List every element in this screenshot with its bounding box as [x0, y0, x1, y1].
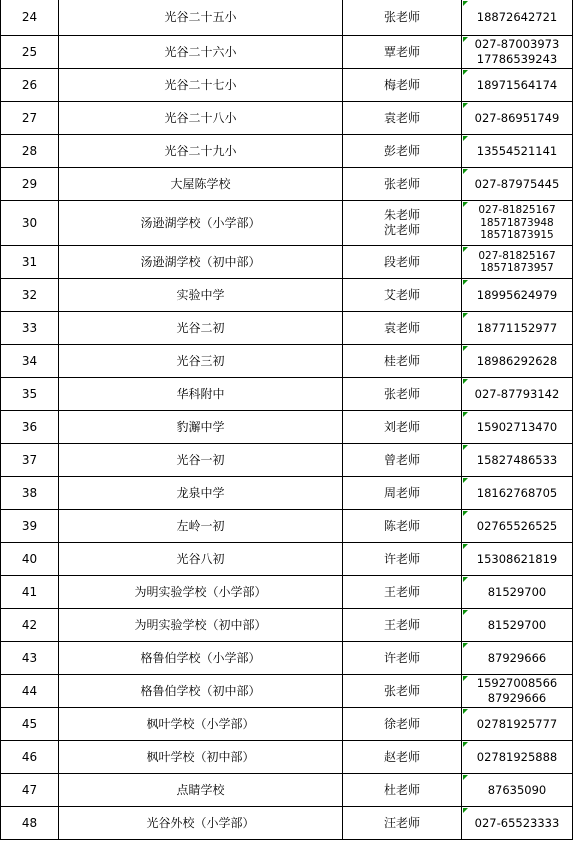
- phone-cell: [462, 279, 573, 312]
- teacher-name: 袁老师: [383, 110, 420, 125]
- table-row: [1, 345, 573, 378]
- row-number: 46: [1, 741, 59, 774]
- table-row: [1, 411, 573, 444]
- contact-table-body: [1, 0, 573, 840]
- corner-mark-icon: [463, 313, 468, 318]
- table-row: [1, 741, 573, 774]
- teacher-name: 张老师: [383, 683, 420, 698]
- phone-number: 18872642721: [476, 10, 558, 24]
- phone-number: 18771152977: [476, 320, 558, 335]
- corner-mark-icon: [463, 103, 468, 108]
- teacher-cell: [343, 345, 462, 378]
- row-number: 39: [1, 510, 59, 543]
- teacher-name: 张老师: [383, 176, 420, 191]
- phone-number: 18162768705: [476, 485, 558, 500]
- teacher-name: 张老师: [383, 10, 420, 24]
- table-row: [1, 708, 573, 741]
- teacher-cell: [343, 201, 462, 246]
- phone-cell: [462, 510, 573, 543]
- table-row: [1, 279, 573, 312]
- teacher-cell: [343, 708, 462, 741]
- phone-number: 027-87975445: [474, 176, 560, 191]
- teacher-cell: [343, 102, 462, 135]
- row-number: 25: [1, 36, 59, 69]
- school-name: 为明实验学校（小学部）: [59, 576, 343, 609]
- table-row: [1, 576, 573, 609]
- phone-number: 87635090: [487, 782, 547, 797]
- corner-mark-icon: [463, 1, 468, 6]
- phone-number: 15902713470: [476, 419, 558, 434]
- phone-number: 13554521141: [476, 143, 558, 158]
- teacher-name: 徐老师: [383, 716, 420, 731]
- row-number: 31: [1, 246, 59, 279]
- corner-mark-icon: [463, 169, 468, 174]
- school-name: 枫叶学校（初中部）: [59, 741, 343, 774]
- teacher-name: 彭老师: [383, 143, 420, 158]
- phone-number: 02781925888: [476, 749, 558, 764]
- teacher-name: 许老师: [383, 551, 420, 566]
- table-row: [1, 102, 573, 135]
- teacher-name: 朱老师: [383, 208, 420, 222]
- row-number: 37: [1, 444, 59, 477]
- corner-mark-icon: [463, 37, 468, 42]
- table-row: [1, 0, 573, 36]
- table-row: [1, 168, 573, 201]
- table-row: [1, 36, 573, 69]
- phone-number: 027-86951749: [474, 110, 560, 125]
- phone-number: 027-87003973: [474, 37, 560, 51]
- row-number: 24: [1, 0, 59, 36]
- phone-number: 87929666: [487, 650, 547, 665]
- teacher-name: 桂老师: [383, 353, 420, 368]
- phone-cell: [462, 807, 573, 840]
- row-number: 47: [1, 774, 59, 807]
- row-number: 33: [1, 312, 59, 345]
- corner-mark-icon: [463, 577, 468, 582]
- phone-cell: [462, 135, 573, 168]
- teacher-cell: [343, 510, 462, 543]
- table-row: [1, 477, 573, 510]
- phone-cell: [462, 609, 573, 642]
- phone-cell: [462, 576, 573, 609]
- teacher-name: 艾老师: [383, 287, 420, 302]
- phone-cell: [462, 774, 573, 807]
- school-name: 豹澥中学: [59, 411, 343, 444]
- table-row: [1, 378, 573, 411]
- row-number: 43: [1, 642, 59, 675]
- row-number: 28: [1, 135, 59, 168]
- phone-number: 18571873948: [480, 216, 554, 229]
- school-name: 光谷八初: [59, 543, 343, 576]
- phone-number: 02781925777: [476, 716, 558, 731]
- corner-mark-icon: [463, 445, 468, 450]
- school-name: 大屋陈学校: [59, 168, 343, 201]
- teacher-cell: [343, 741, 462, 774]
- phone-number: 027-81825167: [478, 204, 556, 217]
- school-name: 光谷三初: [59, 345, 343, 378]
- phone-cell: [462, 675, 573, 708]
- table-row: [1, 774, 573, 807]
- row-number: 41: [1, 576, 59, 609]
- school-name: 光谷二十七小: [59, 69, 343, 102]
- corner-mark-icon: [463, 742, 468, 747]
- phone-number: 87929666: [487, 691, 547, 705]
- phone-cell: [462, 378, 573, 411]
- table-row: [1, 444, 573, 477]
- teacher-name: 覃老师: [383, 44, 420, 59]
- teacher-cell: [343, 675, 462, 708]
- corner-mark-icon: [463, 478, 468, 483]
- row-number: 30: [1, 201, 59, 246]
- phone-number: 027-87793142: [474, 386, 560, 401]
- corner-mark-icon: [463, 775, 468, 780]
- teacher-cell: [343, 36, 462, 69]
- row-number: 38: [1, 477, 59, 510]
- teacher-cell: [343, 0, 462, 36]
- table-row: [1, 543, 573, 576]
- teacher-cell: [343, 135, 462, 168]
- teacher-name: 赵老师: [383, 749, 420, 764]
- school-name: 华科附中: [59, 378, 343, 411]
- phone-number: 027-65523333: [474, 815, 560, 830]
- row-number: 48: [1, 807, 59, 840]
- table-row: [1, 69, 573, 102]
- teacher-cell: [343, 69, 462, 102]
- teacher-name: 王老师: [383, 584, 420, 599]
- row-number: 27: [1, 102, 59, 135]
- phone-number: 027-81825167: [478, 249, 556, 262]
- teacher-name: 沈老师: [383, 223, 420, 237]
- school-name: 光谷外校（小学部）: [59, 807, 343, 840]
- school-name: 龙泉中学: [59, 477, 343, 510]
- table-row: [1, 807, 573, 840]
- corner-mark-icon: [463, 544, 468, 549]
- phone-cell: [462, 168, 573, 201]
- teacher-name: 许老师: [383, 650, 420, 665]
- school-name: 光谷二十九小: [59, 135, 343, 168]
- school-name: 格鲁伯学校（初中部）: [59, 675, 343, 708]
- teacher-cell: [343, 246, 462, 279]
- corner-mark-icon: [463, 379, 468, 384]
- corner-mark-icon: [463, 709, 468, 714]
- table-row: [1, 510, 573, 543]
- school-name: 光谷二十五小: [59, 0, 343, 36]
- phone-number: 17786539243: [476, 52, 558, 66]
- corner-mark-icon: [463, 202, 468, 207]
- school-name: 枫叶学校（小学部）: [59, 708, 343, 741]
- teacher-cell: [343, 411, 462, 444]
- phone-cell: [462, 411, 573, 444]
- table-row: [1, 312, 573, 345]
- teacher-cell: [343, 444, 462, 477]
- teacher-cell: [343, 168, 462, 201]
- teacher-cell: [343, 609, 462, 642]
- phone-cell: [462, 0, 573, 36]
- school-name: 光谷一初: [59, 444, 343, 477]
- corner-mark-icon: [463, 280, 468, 285]
- teacher-cell: [343, 774, 462, 807]
- phone-cell: [462, 36, 573, 69]
- phone-cell: [462, 312, 573, 345]
- table-row: [1, 246, 573, 279]
- phone-number: 18986292628: [476, 353, 558, 368]
- phone-number: 15827486533: [476, 452, 558, 467]
- school-name: 光谷二十八小: [59, 102, 343, 135]
- school-name: 汤逊湖学校（小学部）: [59, 201, 343, 246]
- teacher-name: 段老师: [383, 254, 420, 269]
- teacher-name: 周老师: [383, 485, 420, 500]
- table-row: [1, 201, 573, 246]
- phone-number: 18995624979: [476, 287, 558, 302]
- corner-mark-icon: [463, 136, 468, 141]
- corner-mark-icon: [463, 511, 468, 516]
- teacher-name: 陈老师: [383, 518, 420, 533]
- phone-cell: [462, 345, 573, 378]
- school-name: 光谷二初: [59, 312, 343, 345]
- teacher-cell: [343, 576, 462, 609]
- phone-number: 18571873915: [480, 229, 554, 242]
- corner-mark-icon: [463, 808, 468, 813]
- row-number: 26: [1, 69, 59, 102]
- teacher-name: 杜老师: [383, 782, 420, 797]
- school-name: 点睛学校: [59, 774, 343, 807]
- teacher-cell: [343, 312, 462, 345]
- row-number: 35: [1, 378, 59, 411]
- row-number: 34: [1, 345, 59, 378]
- phone-cell: [462, 246, 573, 279]
- phone-cell: [462, 642, 573, 675]
- teacher-cell: [343, 642, 462, 675]
- teacher-name: 刘老师: [383, 419, 420, 434]
- corner-mark-icon: [463, 610, 468, 615]
- table-row: [1, 135, 573, 168]
- phone-number: 18971564174: [476, 77, 558, 92]
- table-row: [1, 642, 573, 675]
- corner-mark-icon: [463, 643, 468, 648]
- row-number: 45: [1, 708, 59, 741]
- school-name: 光谷二十六小: [59, 36, 343, 69]
- school-name: 左岭一初: [59, 510, 343, 543]
- teacher-cell: [343, 378, 462, 411]
- phone-number: 18571873957: [480, 262, 554, 274]
- table-row: [1, 675, 573, 708]
- teacher-name: 袁老师: [383, 320, 420, 335]
- phone-cell: [462, 444, 573, 477]
- phone-number: 81529700: [487, 617, 547, 632]
- corner-mark-icon: [463, 676, 468, 681]
- corner-mark-icon: [463, 346, 468, 351]
- corner-mark-icon: [463, 70, 468, 75]
- teacher-cell: [343, 279, 462, 312]
- teacher-name: 汪老师: [383, 815, 420, 830]
- phone-cell: [462, 741, 573, 774]
- row-number: 40: [1, 543, 59, 576]
- school-name: 实验中学: [59, 279, 343, 312]
- teacher-name: 张老师: [383, 386, 420, 401]
- row-number: 44: [1, 675, 59, 708]
- row-number: 32: [1, 279, 59, 312]
- phone-cell: [462, 201, 573, 246]
- row-number: 42: [1, 609, 59, 642]
- teacher-name: 曾老师: [383, 452, 420, 467]
- teacher-cell: [343, 807, 462, 840]
- corner-mark-icon: [463, 247, 468, 252]
- row-number: 36: [1, 411, 59, 444]
- teacher-cell: [343, 477, 462, 510]
- phone-cell: [462, 543, 573, 576]
- teacher-name: 王老师: [383, 617, 420, 632]
- school-name: 汤逊湖学校（初中部）: [59, 246, 343, 279]
- phone-cell: [462, 708, 573, 741]
- school-name: 为明实验学校（初中部）: [59, 609, 343, 642]
- phone-number: 02765526525: [476, 518, 558, 533]
- phone-cell: [462, 69, 573, 102]
- phone-cell: [462, 102, 573, 135]
- phone-cell: [462, 477, 573, 510]
- teacher-cell: [343, 543, 462, 576]
- teacher-name: 梅老师: [383, 77, 420, 92]
- school-name: 格鲁伯学校（小学部）: [59, 642, 343, 675]
- corner-mark-icon: [463, 412, 468, 417]
- row-number: 29: [1, 168, 59, 201]
- table-row: [1, 609, 573, 642]
- phone-number: 15927008566: [476, 676, 558, 690]
- phone-number: 81529700: [487, 584, 547, 599]
- phone-number: 15308621819: [476, 551, 558, 566]
